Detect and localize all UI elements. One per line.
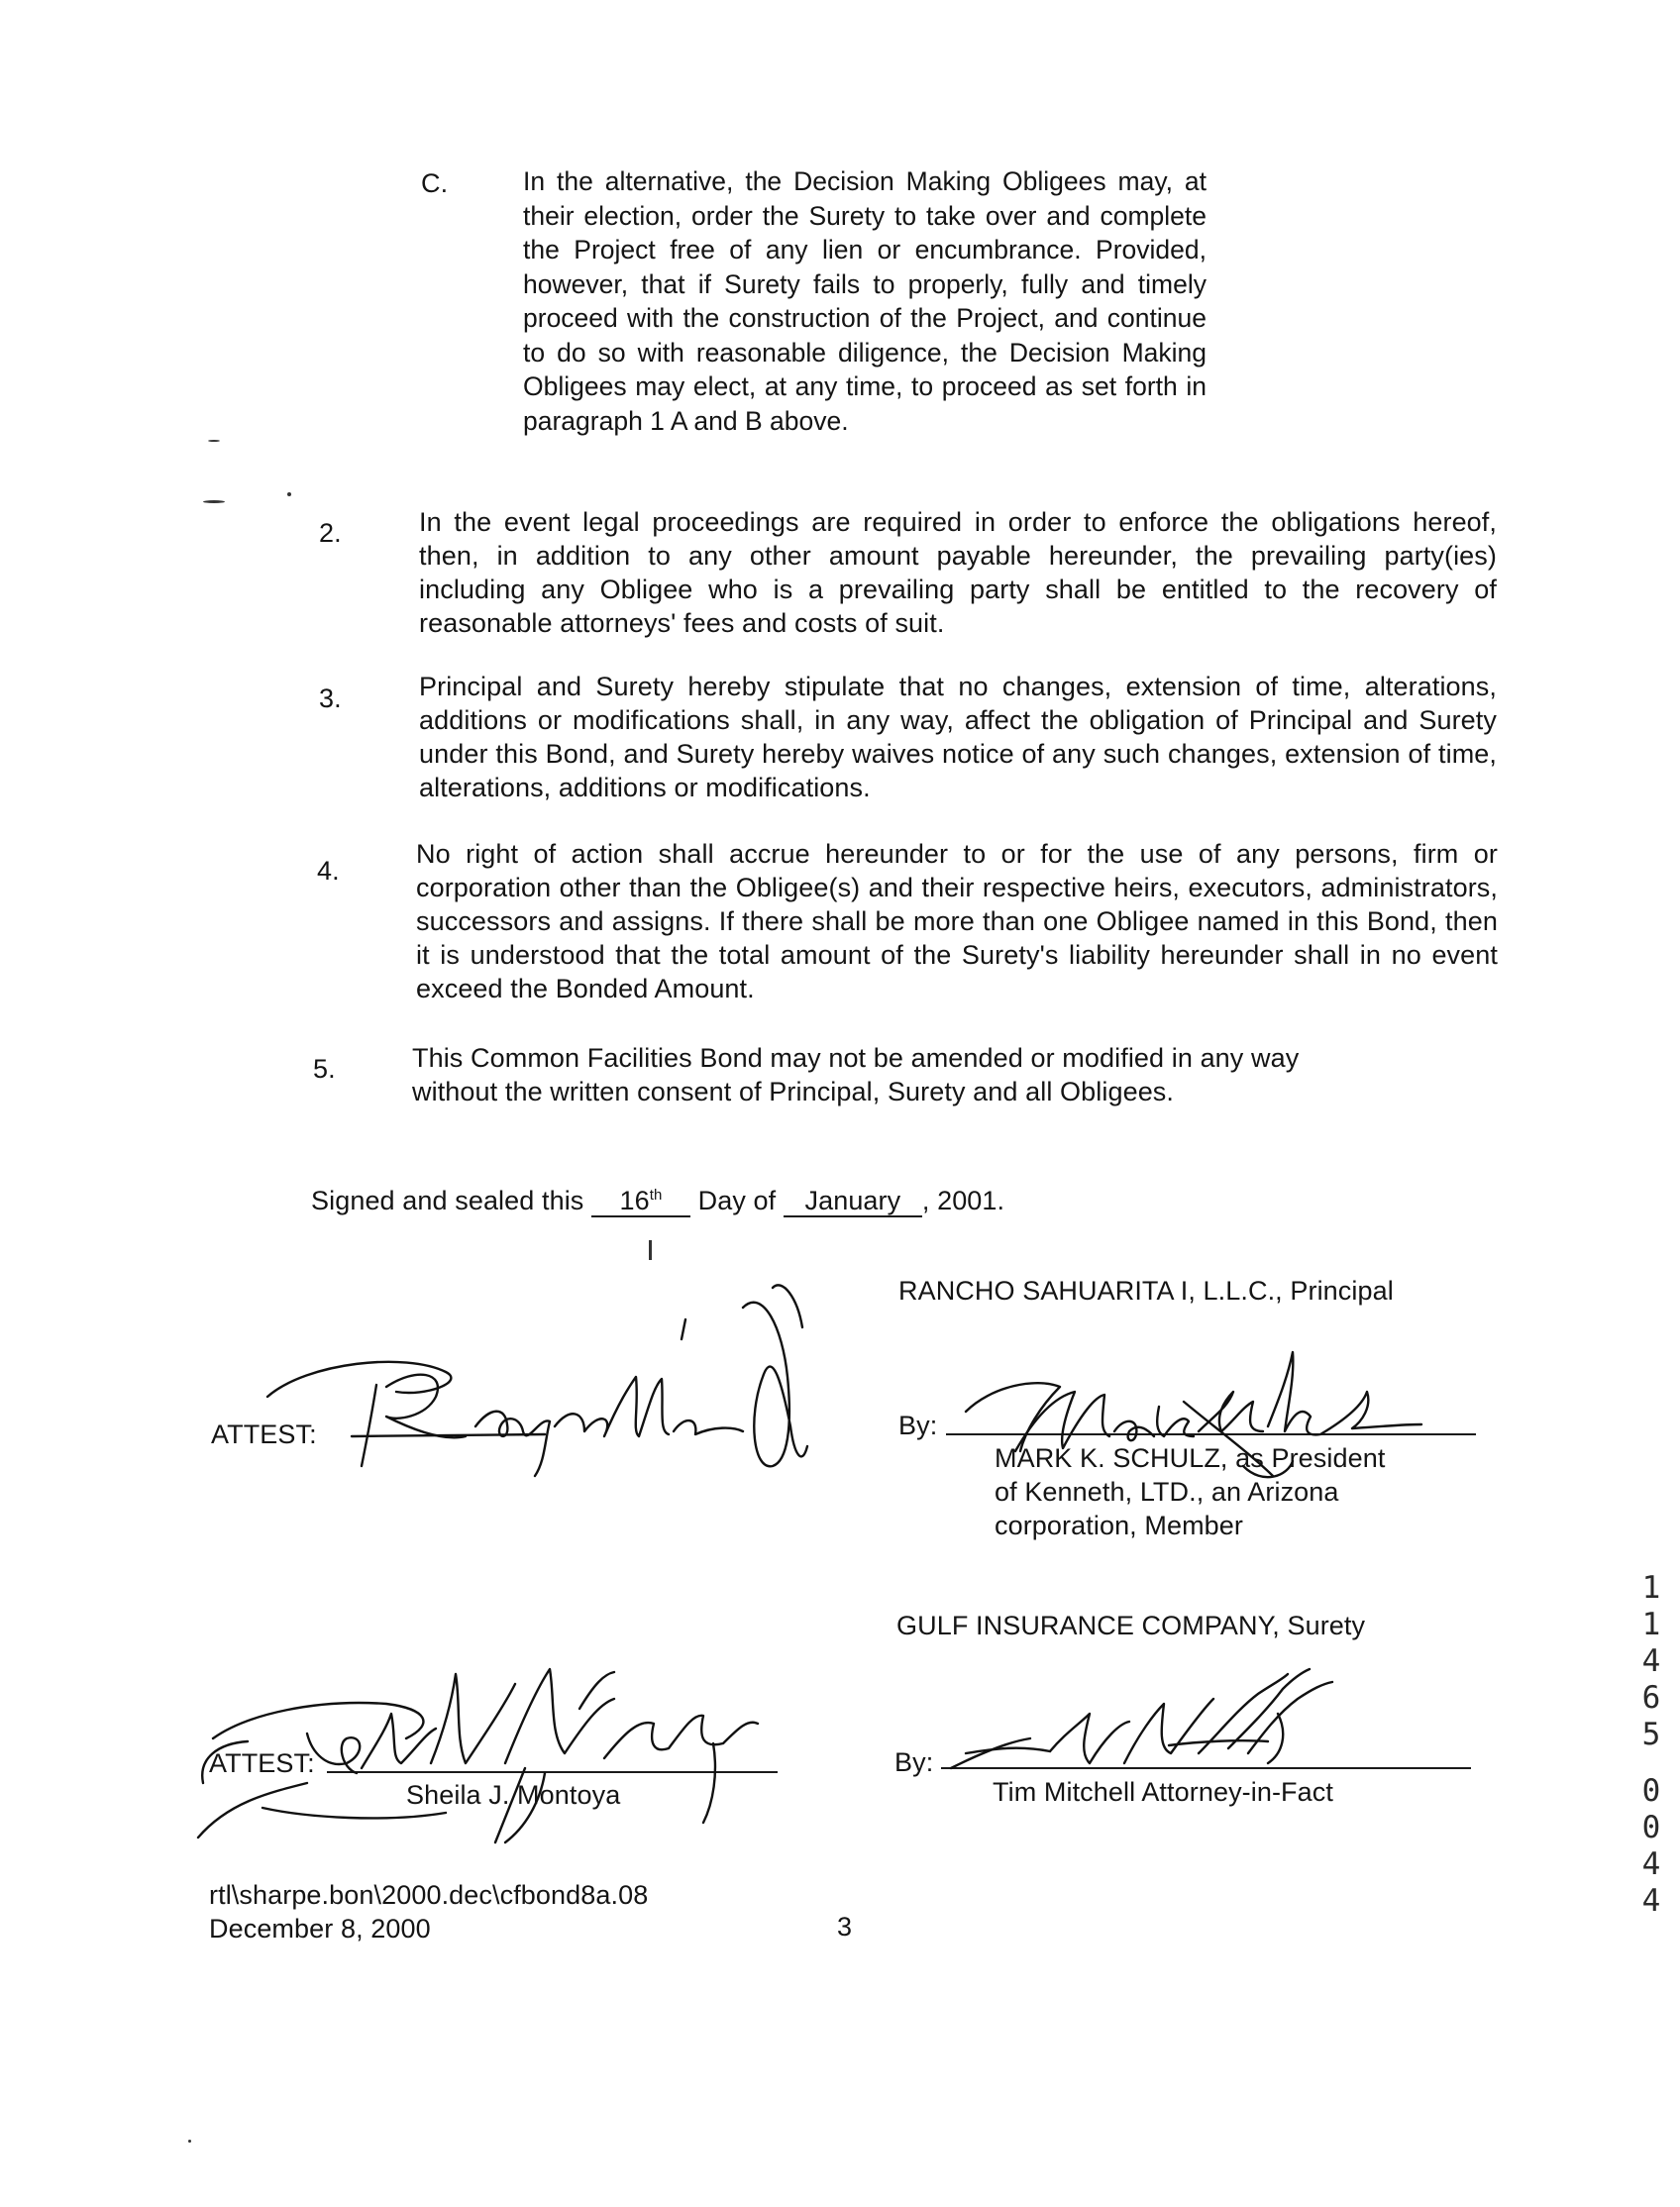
id-digit: 5 xyxy=(1641,1717,1661,1752)
section-3-number: 3. xyxy=(319,683,342,713)
principal-name: RANCHO SAHUARITA I, L.L.C., Principal xyxy=(898,1276,1394,1306)
principal-signer-line3: corporation, Member xyxy=(995,1511,1244,1540)
attest2-label: ATTEST: xyxy=(209,1748,315,1778)
id-digit: 1 xyxy=(1641,1607,1661,1642)
signed-month: January xyxy=(784,1186,922,1217)
id-digit: 0 xyxy=(1641,1773,1661,1809)
section-4-text: No right of action shall accrue hereunder to or for the use of any persons, firm or corporation other than the Obligee(s) and their respective heirs, executors, administrators, successors and assigns. If there shall be more than one Obligee named in this Bond, then it is understood that the total amount of the Surety's liability hereunder shall in no event exceed the Bonded Amount. xyxy=(416,839,1498,1003)
signed-day-suffix: th xyxy=(649,1187,663,1204)
page-number: 3 xyxy=(837,1912,853,1942)
vertical-document-id xyxy=(1636,1570,1666,1920)
id-digit: 4 xyxy=(1641,1643,1661,1679)
id-digit: 4 xyxy=(1641,1846,1661,1882)
signed-prefix: Signed and sealed this xyxy=(311,1186,584,1215)
id-digit: 0 xyxy=(1641,1810,1661,1845)
section-4-number: 4. xyxy=(317,856,340,886)
section-2-number: 2. xyxy=(319,518,342,548)
signed-day-word: Day of xyxy=(697,1186,777,1215)
principal-signer-line1: MARK K. SCHULZ, as President xyxy=(995,1443,1386,1473)
id-digit: 1 xyxy=(1641,1570,1661,1606)
surety-signer: Tim Mitchell Attorney-in-Fact xyxy=(993,1777,1333,1807)
footer-date: December 8, 2000 xyxy=(209,1914,431,1944)
attest2-name: Sheila J. Montoya xyxy=(406,1780,621,1810)
scan-speck xyxy=(208,440,220,442)
section-5-number: 5. xyxy=(313,1054,336,1084)
principal-by-label: By: xyxy=(898,1411,938,1440)
surety-name: GULF INSURANCE COMPANY, Surety xyxy=(896,1611,1366,1640)
clause-c-text: In the alternative, the Decision Making Obligees may, at their election, order the Surety to take over and complete the Project free of any lien or encumbrance. Provided, however, that if Surety fails to properly, fully and timely proceed with the construction of the Project, and continue to do so with reasonable diligence, the Decision Making Obligees may elect, at any time, to proceed as set forth in paragraph 1 A and B above. xyxy=(523,166,1207,436)
surety-signature xyxy=(941,1654,1347,1783)
signed-day xyxy=(591,1181,690,1217)
id-gap xyxy=(1636,1753,1666,1773)
footer-file-path: rtl\sharpe.bon\2000.dec\cfbond8a.08 xyxy=(209,1880,649,1910)
principal-signer-line2: of Kenneth, LTD., an Arizona xyxy=(995,1477,1339,1507)
section-2-text: In the event legal proceedings are required in order to enforce the obligations hereof, then, in addition to any other amount payable hereunder, the prevailing party(ies) including any Obligee who is a prevailing party shall be entitled to the recovery of reasonable attorneys' fees and costs of suit. xyxy=(419,507,1497,638)
section-3-text: Principal and Surety hereby stipulate that no changes, extension of time, alterations, additions or modifications shall, in any way, affect the obligation of Principal and Surety under this Bond, and Surety hereby waives notice of any such changes, extension of time, alterations, additions or modifications. xyxy=(419,672,1497,802)
signed-year: , 2001. xyxy=(921,1186,1005,1215)
id-digit: 4 xyxy=(1641,1883,1661,1919)
clause-c-label: C. xyxy=(421,168,449,198)
scan-speck xyxy=(649,1240,652,1260)
scan-speck xyxy=(203,500,225,503)
scan-speck xyxy=(287,492,291,496)
principal-signature xyxy=(946,1337,1421,1506)
attest1-label: ATTEST: xyxy=(211,1419,317,1449)
attest1-signature xyxy=(248,1268,822,1496)
signed-day-value: 16 xyxy=(619,1186,650,1215)
signed-sealed-line xyxy=(311,1181,1004,1217)
id-digit: 6 xyxy=(1641,1680,1661,1716)
attest2-signature xyxy=(188,1644,802,1857)
section-5-text: This Common Facilities Bond may not be amended or modified in any way without the written consent of Principal, Surety and all Obligees. xyxy=(412,1043,1300,1106)
scan-speck xyxy=(188,2140,191,2143)
surety-by-label: By: xyxy=(894,1747,934,1777)
